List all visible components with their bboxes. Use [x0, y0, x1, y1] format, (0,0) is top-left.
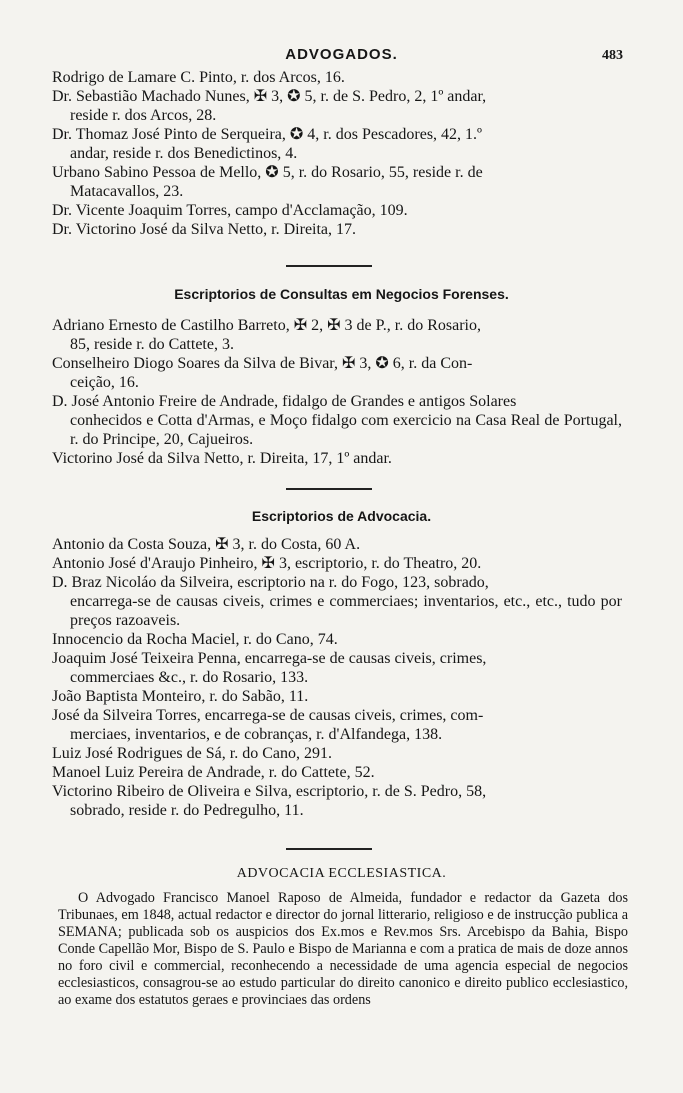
- section-divider: [286, 848, 372, 850]
- advocacia-list: [52, 535, 622, 820]
- list-item: Antonio José d'Araujo Pinheiro, ✠ 3, escriptorio, r. do Theatro, 20.: [52, 555, 482, 572]
- section-title-consultas: Escriptorios de Consultas em Negocios Forenses.: [174, 286, 509, 302]
- list-item: Luiz José Rodrigues de Sá, r. do Cano, 291.: [52, 745, 332, 762]
- section-title-ecclesiastica: ADVOCACIA ECCLESIASTICA.: [236, 866, 447, 881]
- advogados-list: [52, 68, 622, 239]
- page-number: 483: [602, 48, 623, 63]
- list-item: Dr. Sebastião Machado Nunes, ✠ 3, ✪ 5, r. de S. Pedro, 2, 1º andar, reside r. dos Arcos, 28.: [52, 88, 487, 124]
- list-item: D. Braz Nicoláo da Silveira, escriptorio na r. do Fogo, 123, sobrado, encarrega-se de causas civeis, crimes e commerciaes; inventarios, etc., etc., tudo por preços razoaveis.: [52, 574, 622, 629]
- list-item: Rodrigo de Lamare C. Pinto, r. dos Arcos, 16.: [52, 69, 345, 86]
- list-item: Innocencio da Rocha Maciel, r. do Cano, 74.: [52, 631, 338, 648]
- page-header: [0, 46, 683, 68]
- consultas-list: [52, 316, 622, 468]
- list-item: Manoel Luiz Pereira de Andrade, r. do Cattete, 52.: [52, 764, 375, 781]
- list-item: Joaquim José Teixeira Penna, encarrega-se de causas civeis, crimes, commerciaes &c., r. do Rosario, 133.: [52, 650, 487, 686]
- list-item: Victorino Ribeiro de Oliveira e Silva, escriptorio, r. de S. Pedro, 58, sobrado, reside r. do Pedregulho, 11.: [52, 783, 487, 819]
- list-item: Dr. Victorino José da Silva Netto, r. Direita, 17.: [52, 221, 357, 238]
- list-item: Victorino José da Silva Netto, r. Direita, 17, 1º andar.: [52, 450, 392, 467]
- section-divider: [286, 488, 372, 490]
- section-divider: [286, 265, 372, 267]
- list-item: Antonio da Costa Souza, ✠ 3, r. do Costa, 60 A.: [52, 536, 361, 553]
- list-item: D. José Antonio Freire de Andrade, fidalgo de Grandes e antigos Solares conhecidos e Cotta d'Armas, e Moço fidalgo com exercicio na Casa Real de Portugal, r. do Principe, 20, Cajueiros.: [52, 393, 622, 448]
- list-item: Dr. Vicente Joaquim Torres, campo d'Acclamação, 109.: [52, 202, 408, 219]
- list-item: Dr. Thomaz José Pinto de Serqueira, ✪ 4, r. dos Pescadores, 42, 1.º andar, reside r. dos Benedictinos, 4.: [52, 126, 483, 162]
- list-item: José da Silveira Torres, encarrega-se de causas civeis, crimes, com- merciaes, inventarios, e de cobranças, r. d'Alfandega, 138.: [52, 707, 484, 743]
- list-item: João Baptista Monteiro, r. do Sabão, 11.: [52, 688, 309, 705]
- list-item: Adriano Ernesto de Castilho Barreto, ✠ 2, ✠ 3 de P., r. do Rosario, 85, reside r. do Cattete, 3.: [52, 317, 481, 353]
- running-head: ADVOGADOS.: [285, 46, 398, 63]
- ecclesiastica-paragraph: O Advogado Francisco Manoel Raposo de Almeida, fundador e redactor da Gazeta dos Tribunaes, em 1848, actual redactor e director do jornal litterario, religioso e de instrucção publica a SEMANA; publicada sob os auspicios dos Ex.mos e Rev.mos Srs. Arcebispo da Bahia, Bispo Conde Capellão Mor, Bispo de S. Paulo e Bispo de Marianna e com a pratica de mais de doze annos no foro civil e commercial, reconhecendo a necessidade de uma agencia especial de negocios ecclesiasticos, consagrou-se ao estudo particular do direito canonico e direito publico ecclesiastico, ao exame dos estatutos geraes e provinciaes das ordens: [58, 890, 628, 1008]
- list-item: Urbano Sabino Pessoa de Mello, ✪ 5, r. do Rosario, 55, reside r. de Matacavallos, 23.: [52, 164, 483, 200]
- list-item: Conselheiro Diogo Soares da Silva de Bivar, ✠ 3, ✪ 6, r. da Con- ceição, 16.: [52, 355, 473, 391]
- section-title-advocacia: Escriptorios de Advocacia.: [251, 508, 432, 524]
